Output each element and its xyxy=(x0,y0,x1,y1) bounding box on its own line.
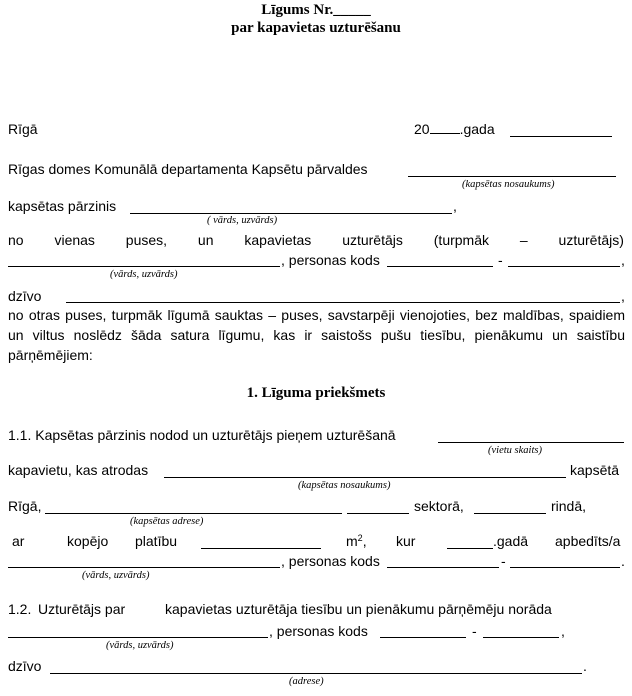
personal-code-dash-3: - xyxy=(472,623,477,639)
area-word-1: ar xyxy=(12,533,25,549)
cemetery-address-line xyxy=(45,513,342,514)
word: uzturētājs) xyxy=(558,232,624,248)
word: vienas xyxy=(54,232,95,248)
period-2: . xyxy=(583,658,587,674)
sector-text: sektorā, xyxy=(414,498,464,514)
caption-cemetery-address: (kapsētas adrese) xyxy=(130,516,204,527)
word: – xyxy=(519,232,528,248)
gada-text: .gadā xyxy=(493,533,529,549)
contract-number-blank: _____ xyxy=(333,2,371,18)
caption-places-count: (vietu skaits) xyxy=(488,445,542,456)
caption-cemetery-name: (kapsētas nosaukums) xyxy=(462,179,555,190)
personal-code-line-2 xyxy=(508,266,620,267)
personal-code-comma: , xyxy=(621,252,625,268)
department-text: Rīgas domes Komunālā departamenta Kapsētu pārvaldes xyxy=(8,161,368,177)
city-label: Rīgā xyxy=(8,121,38,137)
clause-1-2-part2: kapavietas uzturētāja tiesību un pienākumu pārņēmēju norāda xyxy=(165,601,552,617)
address-line xyxy=(66,302,620,303)
successor-name-line xyxy=(8,637,268,638)
date-field xyxy=(414,122,495,136)
comma-2: , xyxy=(561,623,565,639)
manager-comma: , xyxy=(453,198,457,214)
buried-name-line xyxy=(8,567,280,568)
kapavietu-text: kapavietu, kas atrodas xyxy=(8,462,149,478)
buried-text: apbedīts/a xyxy=(555,533,621,549)
caption-cemetery-name-2: (kapsētas nosaukums) xyxy=(298,480,391,491)
caption-address: (adrese) xyxy=(289,676,324,687)
clause-1-2-num: 1.2. xyxy=(8,601,32,617)
cemetery-name-line-2 xyxy=(164,477,566,478)
sector-line xyxy=(347,513,409,514)
section-heading: 1. Līguma priekšmets xyxy=(246,385,386,401)
personal-code-line-3 xyxy=(387,567,499,568)
m2-comma: , xyxy=(362,533,367,549)
row-text: rindā, xyxy=(551,498,587,514)
word: (turpmāk xyxy=(433,232,489,248)
clause-1-1-text: 1.1. Kapsētas pārzinis nodod un uzturētājs pieņem uzturēšanā xyxy=(8,427,396,443)
area-word-2: kopējo xyxy=(67,533,109,549)
kur-text: kur xyxy=(396,533,416,549)
agreement-paragraph: no otras puses, turpmāk līgumā sauktas – puses, savstarpēji vienojoties, bez maldības, spaidiem un viltus noslēdz šāda satura līgumu, kas ir saistošs pušu tiesību, pienākumu un saistību pārņēmējiem: xyxy=(8,307,625,363)
area-word-3: platību xyxy=(135,533,178,549)
m-superscript: 2 xyxy=(357,533,363,543)
personal-code-line-5 xyxy=(380,637,466,638)
row-line xyxy=(474,513,546,514)
year-line xyxy=(447,548,493,549)
kapseta-text: kapsētā xyxy=(570,462,620,478)
caption-maintainer-name: (vārds, uzvārds) xyxy=(110,269,178,280)
caption-buried-name: (vārds, uzvārds) xyxy=(82,570,150,581)
word: kapavietas xyxy=(244,232,312,248)
cemetery-name-line xyxy=(408,176,616,177)
gada-label: .gada xyxy=(459,121,495,137)
document-title xyxy=(0,3,632,18)
personal-code-line-4 xyxy=(510,567,620,568)
year-blank-line xyxy=(430,133,460,134)
personal-code-label-2: , personas kods xyxy=(281,553,380,569)
manager-label: kapsētas pārzinis xyxy=(8,198,117,214)
personal-code-label: , personas kods xyxy=(281,252,380,268)
caption-successor-name: (vārds, uzvārds) xyxy=(106,640,174,651)
personal-code-line-6 xyxy=(483,637,559,638)
area-line xyxy=(201,548,321,549)
personal-code-label-3: , personas kods xyxy=(269,623,368,639)
riga-text: Rīgā, xyxy=(8,498,42,514)
personal-code-dash-2: - xyxy=(501,553,506,569)
address-comma: , xyxy=(621,288,625,304)
document-subtitle: par kapavietas uzturēšanu xyxy=(231,20,401,36)
lives-label: dzīvo xyxy=(8,288,42,304)
lives-label-2: dzīvo xyxy=(8,658,42,674)
period-1: . xyxy=(621,553,625,569)
caption-manager-name: ( vārds, uzvārds) xyxy=(207,215,278,226)
word: un xyxy=(197,232,214,248)
word: puses, xyxy=(125,232,168,248)
manager-name-line xyxy=(130,213,452,214)
successor-address-line xyxy=(50,673,582,674)
m-text: m xyxy=(346,533,358,549)
word: no xyxy=(8,232,24,248)
date-blank-line xyxy=(510,136,612,137)
maintainer-name-line xyxy=(8,266,280,267)
maintainer-line xyxy=(8,233,624,247)
clause-1-2-part1: Uzturētājs par xyxy=(38,601,126,617)
places-count-line xyxy=(438,442,624,443)
year-prefix: 20 xyxy=(414,121,430,137)
word: uzturētājs xyxy=(342,232,403,248)
m2-unit xyxy=(346,534,367,548)
title-text: Līgums Nr. xyxy=(261,2,334,18)
personal-code-dash: - xyxy=(498,252,503,268)
personal-code-line-1 xyxy=(387,266,493,267)
